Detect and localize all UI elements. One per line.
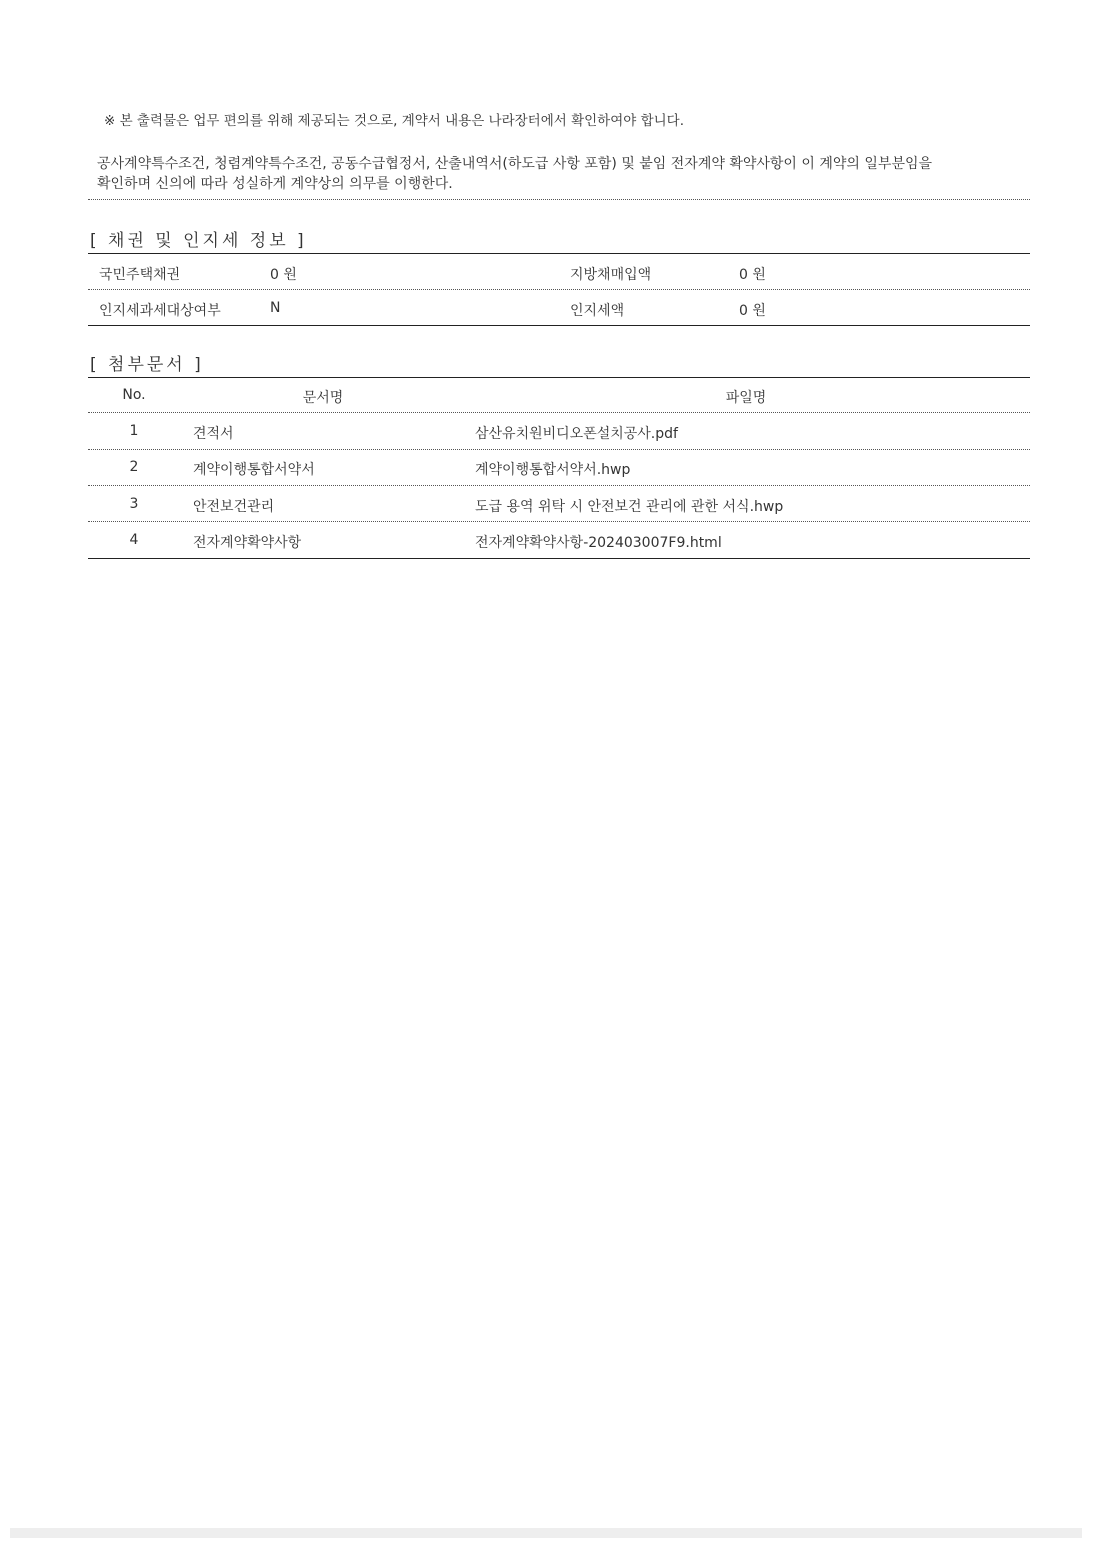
row-file-name: 도급 용역 위탁 시 안전보건 관리에 관한 서식.hwp [475,499,784,515]
bond-value: 0 원 [270,267,297,283]
divider [88,289,1030,290]
row-file-name: 삼산유치원비디오폰설치공사.pdf [475,426,678,442]
divider [88,325,1030,326]
bond-value: 0 원 [739,267,766,283]
row-no: 4 [129,532,139,548]
divider [88,412,1030,413]
row-no: 2 [129,459,139,475]
row-file-name: 전자계약확약사항-202403007F9.html [475,535,722,551]
row-doc-name: 전자계약확약사항 [193,535,302,551]
header-doc-name: 문서명 [302,390,344,406]
header-no: No. [122,387,146,403]
scan-edge [10,1528,1082,1538]
bond-label: 인지세액 [570,303,625,319]
divider [88,485,1030,486]
row-doc-name: 안전보건관리 [193,499,275,515]
divider [88,521,1030,522]
bond-value: N [270,300,281,316]
row-no: 3 [129,496,139,512]
divider [88,558,1030,559]
divider [88,199,1030,200]
bond-label: 인지세과세대상여부 [99,303,221,319]
agreement-line: 공사계약특수조건, 청렴계약특수조건, 공동수급협정서, 산출내역서(하도급 사항 포함) 및 붙임 전자계약 확약사항이 이 계약의 일부분임을 [97,156,933,172]
agreement-line: 확인하며 신의에 따라 성실하게 계약상의 의무를 이행한다. [97,176,453,192]
divider [88,449,1030,450]
row-doc-name: 견적서 [193,426,234,442]
bond-value: 0 원 [739,303,766,319]
divider [88,377,1030,378]
row-doc-name: 계약이행통합서약서 [193,462,315,478]
divider [88,253,1030,254]
bond-label: 국민주택채권 [99,267,181,283]
header-file-name: 파일명 [725,390,767,406]
attach-section-title: [ 첨부문서 ] [90,355,204,375]
agreement-paragraph [97,154,1032,194]
bond-label: 지방채매입액 [570,267,652,283]
row-no: 1 [129,423,139,439]
bond-section-title: [ 채권 및 인지세 정보 ] [90,231,307,251]
row-file-name: 계약이행통합서약서.hwp [475,462,631,478]
notice-text: ※ 본 출력물은 업무 편의를 위해 제공되는 것으로, 계약서 내용은 나라장터에서 확인하여야 합니다. [104,113,684,129]
